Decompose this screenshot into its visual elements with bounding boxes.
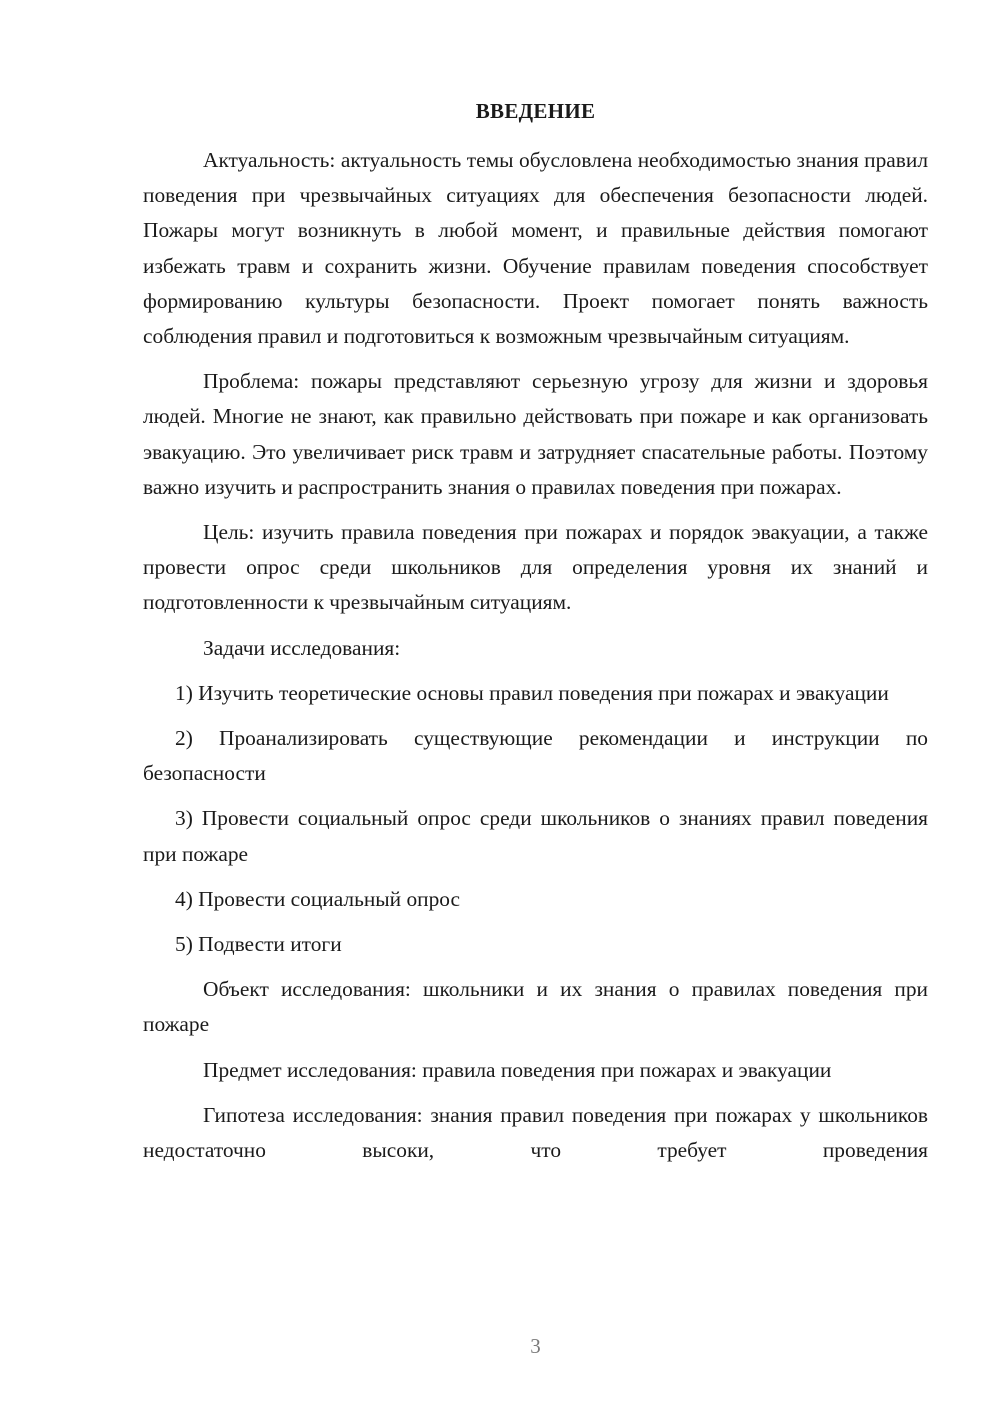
task-item-5: 5) Подвести итоги [175,932,342,957]
page-title: ВВЕДЕНИЕ [475,99,596,123]
paragraph-problem: Проблема: пожары представляют серьезную угрозу для жизни и здоровья людей. Многие не знают, как правильно действовать при пожаре и как организовать эвакуацию. Это увеличивает риск травм и затрудняет спасательные работы. Поэтому важно изучить и распространить знания о правилах поведения при пожарах. [143,369,928,499]
task-item-2: 2) Проанализировать существующие рекомендации и инструкции по безопасности [143,726,928,786]
paragraph-goal: Цель: изучить правила поведения при пожарах и порядок эвакуации, а также провести опрос среди школьников для определения уровня их знаний и подготовленности к чрезвычайным ситуациям. [143,520,928,615]
paragraph-object: Объект исследования: школьники и их знания о правилах поведения при пожаре [143,977,928,1037]
tasks-heading: Задачи исследования: [203,635,401,660]
task-item-4: 4) Провести социальный опрос [175,886,461,911]
document-page [143,0,928,1414]
task-item-3: 3) Провести социальный опрос среди школьников о знаниях правил поведения при пожаре [143,806,928,866]
task-item-1: 1) Изучить теоретические основы правил поведения при пожарах и эвакуации [175,680,889,705]
paragraph-subject: Предмет исследования: правила поведения при пожарах и эвакуации [203,1057,832,1082]
paragraph-hypothesis: Гипотеза исследования: знания правил поведения при пожарах у школьников недостаточно высоки, что требует проведения [143,1102,928,1163]
document-body [143,143,928,1178]
page-number: 3 [530,1334,541,1358]
paragraph-relevance: Актуальность: актуальность темы обусловлена необходимостью знания правил поведения при чрезвычайных ситуациях для обеспечения безопасности людей. Пожары могут возникнуть в любой момент, и правильные действия помогают избежать травм и сохранить жизни. Обучение правилам поведения способствует формированию культуры безопасности. Проект помогает понять важность соблюдения правил и подготовиться к возможным чрезвычайным ситуациям. [143,148,928,349]
